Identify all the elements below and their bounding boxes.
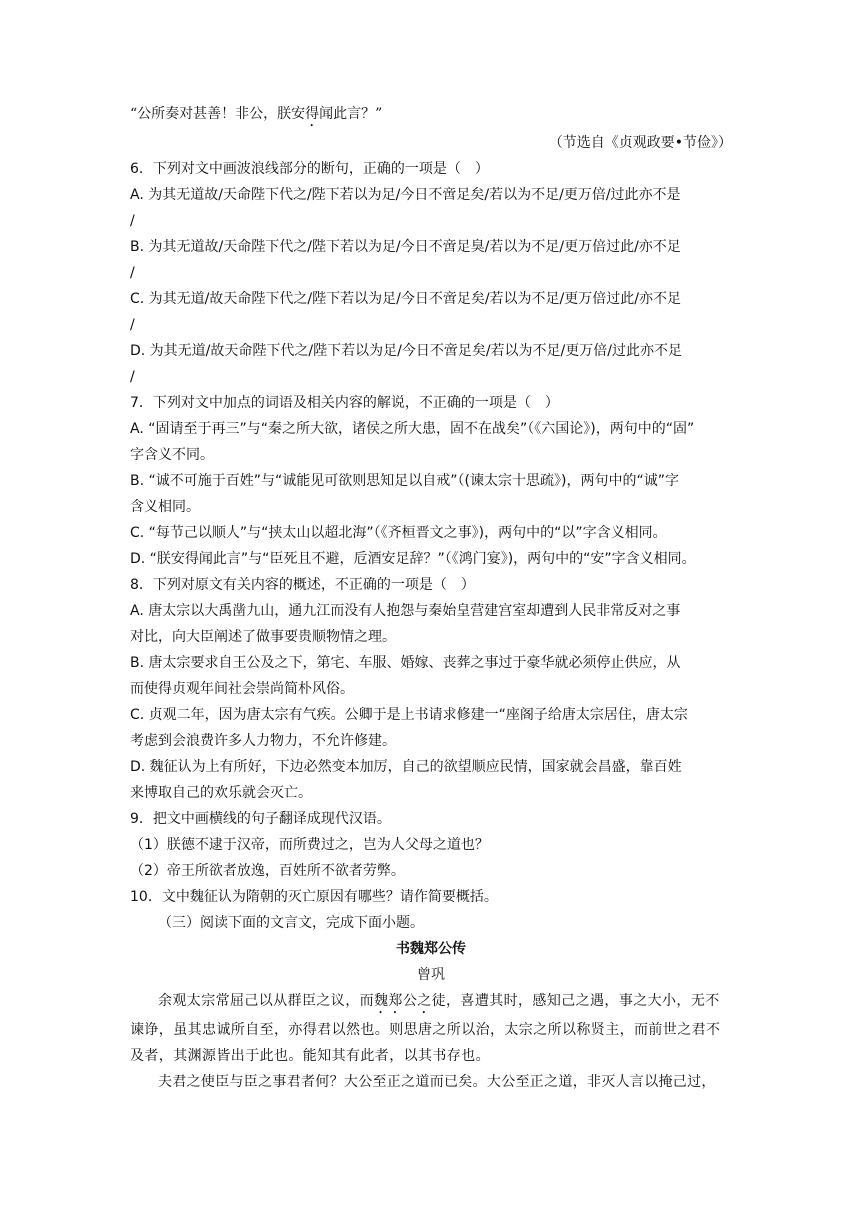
q9-sentence-2: （2）帝王所欲者放逸，百姓所不欲者劳弊。 [130, 863, 405, 879]
q8-stem: 8．下列对原文有关内容的概述，不正确的一项是（ ） [130, 577, 475, 593]
q8-option-a-line1: A. 唐太宗以大禹凿九山，通九江而没有人抱怨与秦始皇营建宫室却遭到人民非常反对之事 [130, 603, 681, 619]
q8-option-c-line2: 考虑到会浪费许多人力物力，不允许修建。 [130, 733, 396, 749]
q7-option-d: D. “朕安得闻此言”与“臣死且不避，卮酒安足辞？”（《鸿门宴》)，两句中的“安”字含义相同。 [130, 551, 696, 567]
q6-option-c-tail: / [130, 317, 135, 333]
q6-option-d: D. 为其无道/故天命陛下代之/陛下若以为足/今日不啻足矣/若以为不足/更万倍/过此亦不足 [130, 343, 682, 359]
q7-stem: 7．下列对文中加点的词语及相关内容的解说，不正确的一项是（ ） [130, 395, 559, 411]
q9-stem: 9．把文中画横线的句子翻译成现代汉语。 [130, 811, 391, 827]
q8-option-a-line2: 对比，向大臣阐述了做事要贵顺物情之理。 [130, 629, 396, 645]
article-paragraph-1 [130, 988, 732, 1069]
article-paragraph-2: 夫君之使臣与臣之事君者何？大公至正之道而已矣。大公至正之道，非灭人言以掩己过， [158, 1074, 716, 1090]
q7-option-b-line2: 含义相同。 [130, 499, 200, 515]
q8-option-b-line1: B. 唐太宗要求自王公及之下，第宅、车服、婚嫁、丧葬之事过于豪华就必须停止供应，从 [130, 655, 681, 671]
article-author: 曾巩 [417, 967, 445, 983]
source-note: （节选自《贞观政要•节俭》） [548, 135, 732, 151]
q7-option-b-line1: B. “诚不可施于百姓”与“诚能见可欲则思知足以自戒”（(谏太宗十思疏》)，两句中的“诚”字 [130, 473, 679, 489]
q7-option-a-line2: 字含义不同。 [130, 447, 214, 463]
para1-dotted-zhi: 之 [417, 993, 432, 1009]
q8-option-b-line2: 而使得贞观年间社会崇尚简朴风俗。 [130, 681, 354, 697]
q9-sentence-1: （1）朕德不逮于汉帝，而所费过之，岂为人父母之道也？ [130, 837, 489, 853]
section-3-heading: （三）阅读下面的文言文，完成下面小题。 [158, 915, 424, 931]
para1-text-a: 余观太宗常屈己以从群臣之议，而 [158, 993, 374, 1009]
q6-option-b-tail: / [130, 265, 135, 281]
q7-option-a-line1: A. “固请至于再三”与“秦之所大欲，诸侯之所大患，固不在战矣”（《六国论》)，两句中的“固” [130, 421, 695, 437]
article-title: 书魏郑公传 [396, 941, 466, 957]
quote-line [130, 101, 732, 130]
quote-dotted-char: 得 [305, 106, 320, 122]
q6-option-c: C. 为其无道/故天命陛下代之/陛下若以为足/今日不啻足矣/若以为不足/更万倍过此/亦不足 [130, 291, 681, 307]
quote-text-b: 闻此言？” [319, 106, 383, 122]
q6-option-a: A. 为其无道故/天命陛下代之/陛下若以为足/今日不啻足矣/若以为不足/更万倍/过此亦不是 [130, 187, 681, 203]
para1-text-mid: 公 [402, 993, 418, 1009]
q8-option-c-line1: C. 贞观二年，因为唐太宗有气疾。公卿于是上书请求修建一“座阁子给唐太宗居住，唐太宗 [130, 707, 688, 723]
q8-option-d-line1: D. 魏征认为上有所好，下边必然变本加厉，自己的欲望顺应民情，国家就会昌盛，靠百姓 [130, 759, 682, 775]
q6-option-b: B. 为其无道故/天命陛下代之/陛下若以为足/今日不啻足臭/若以为不足/更万倍过此/亦不足 [130, 239, 681, 255]
q6-option-a-tail: / [130, 213, 135, 229]
q6-option-d-tail: / [130, 369, 135, 385]
quote-text-a: “公所奏对甚善！非公，朕安 [130, 106, 306, 122]
q8-option-d-line2: 来博取自己的欢乐就会灭亡。 [130, 785, 312, 801]
q10-stem: 10．文中魏征认为隋朝的灭亡原因有哪些？请作简要概括。 [130, 889, 498, 905]
q7-option-c: C. “每节己以顺人”与“挟太山以超北海”（《齐桓晋文之事》)，两句中的“以”字含义相同。 [130, 525, 667, 541]
q6-stem: 6．下列对文中画波浪线部分的断句，正确的一项是（ ） [130, 161, 489, 177]
para1-dotted-weizheng: 魏郑 [374, 993, 403, 1009]
para1-text-b: 徒，喜遭其时，感知己之遇，事之大小，无不谏诤，虽其忠诚所自至，亦得君以然也。则思唐之所以治，太宗之所以称贤主，而前世之君不及者，其渊源皆出于此也。能知其有此者，以其书存也。 [130, 993, 721, 1064]
document-page [130, 96, 732, 1095]
